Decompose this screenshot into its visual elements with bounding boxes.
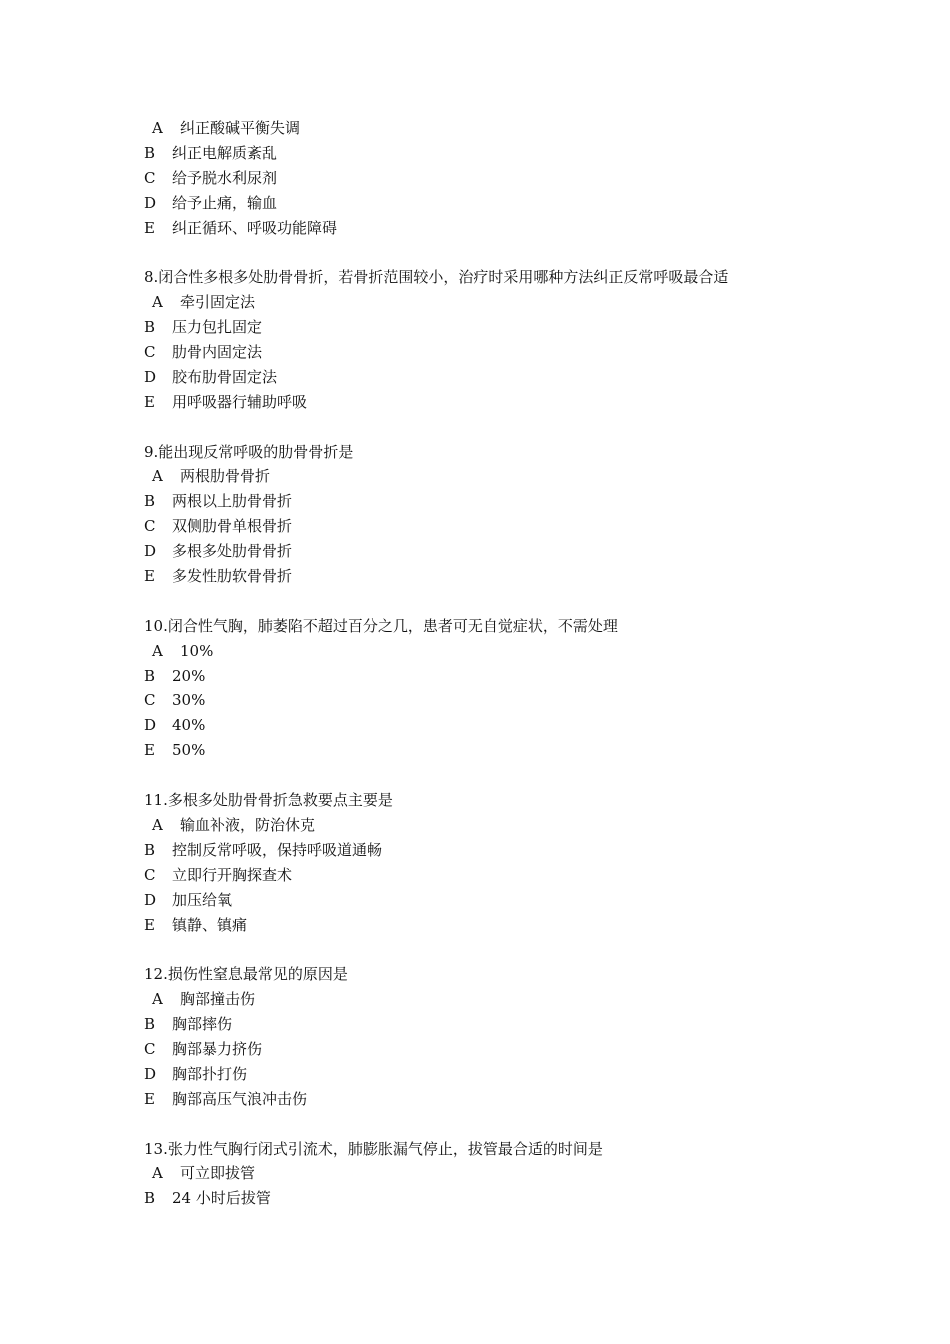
option-letter: D	[144, 716, 157, 735]
option-text: 纠正循环、呼吸功能障碍	[172, 218, 338, 237]
option-text: 用呼吸器行辅助呼吸	[172, 392, 308, 411]
option-text: 多发性肋软骨骨折	[172, 567, 293, 586]
option-row	[144, 639, 844, 664]
option-letter: A	[152, 1164, 163, 1183]
option-letter: E	[144, 218, 155, 237]
option-row	[144, 1186, 844, 1211]
question-spacer	[144, 937, 844, 962]
option-text: 纠正酸碱平衡失调	[180, 119, 301, 137]
option-text: 胸部暴力挤伤	[172, 1039, 263, 1058]
option-text: 两根肋骨骨折	[180, 467, 271, 486]
question-block	[144, 962, 844, 1111]
question-block	[144, 265, 844, 414]
option-letter: A	[152, 815, 163, 834]
option-row	[144, 315, 844, 340]
option-letter: A	[152, 990, 163, 1009]
option-row	[144, 913, 844, 938]
option-row	[144, 888, 844, 913]
option-letter: B	[144, 840, 156, 859]
question-stem: 12.损伤性窒息最常见的原因是	[144, 965, 348, 984]
option-text: 双侧肋骨单根骨折	[172, 517, 293, 536]
option-row	[144, 290, 844, 315]
option-text: 24 小时后拔管	[172, 1189, 271, 1208]
option-letter: C	[144, 865, 156, 884]
option-row	[144, 1087, 844, 1112]
option-text: 肋骨内固定法	[172, 343, 263, 362]
option-text: 加压给氧	[172, 890, 233, 909]
option-row	[144, 564, 844, 589]
option-letter: B	[144, 143, 156, 162]
option-text: 立即行开胸探查术	[172, 865, 293, 884]
question-stem: 9.能出现反常呼吸的肋骨骨折是	[144, 442, 354, 461]
option-text: 多根多处肋骨骨折	[172, 542, 293, 561]
option-row	[144, 713, 844, 738]
option-letter: E	[144, 1089, 155, 1108]
option-letter: B	[144, 1015, 156, 1034]
option-row	[144, 738, 844, 763]
option-row	[144, 340, 844, 365]
option-text: 镇静、镇痛	[172, 915, 248, 934]
question-block	[144, 788, 844, 937]
option-letter: D	[144, 193, 157, 212]
option-row	[144, 489, 844, 514]
option-letter: B	[144, 666, 156, 685]
question-spacer	[144, 415, 844, 440]
option-row	[144, 688, 844, 713]
option-text: 20%	[172, 666, 206, 685]
option-text: 给予止痛，输血	[172, 193, 278, 212]
option-letter: E	[144, 392, 155, 411]
question-spacer	[144, 240, 844, 265]
option-row	[144, 1012, 844, 1037]
option-text: 胸部扑打伤	[172, 1064, 248, 1083]
option-letter: B	[144, 318, 156, 337]
option-text: 牵引固定法	[180, 293, 256, 312]
option-text: 30%	[172, 691, 206, 710]
option-row	[144, 514, 844, 539]
option-text: 50%	[172, 741, 206, 760]
option-letter: A	[152, 467, 163, 486]
option-text: 胸部高压气浪冲击伤	[172, 1089, 308, 1108]
option-letter: C	[144, 1039, 156, 1058]
option-row	[144, 216, 844, 241]
question-list	[144, 116, 844, 1211]
option-letter: E	[144, 915, 155, 934]
option-row	[144, 813, 844, 838]
option-text: 压力包扎固定	[172, 318, 263, 337]
option-row	[144, 141, 844, 166]
option-row	[144, 464, 844, 489]
option-letter: C	[144, 168, 156, 187]
option-text: 输血补液，防治休克	[180, 815, 316, 834]
option-row	[144, 390, 844, 415]
option-text: 胶布肋骨固定法	[172, 367, 278, 386]
option-letter: D	[144, 1064, 157, 1083]
question-spacer	[144, 763, 844, 788]
option-text: 胸部摔伤	[172, 1015, 233, 1034]
option-letter: A	[152, 119, 163, 137]
question-stem: 11.多根多处肋骨骨折急救要点主要是	[144, 791, 393, 810]
option-text: 两根以上肋骨骨折	[172, 492, 293, 511]
question-spacer	[144, 1112, 844, 1137]
option-letter: B	[144, 492, 156, 511]
option-letter: E	[144, 567, 155, 586]
option-letter: C	[144, 517, 156, 536]
question-stem: 13.张力性气胸行闭式引流术，肺膨胀漏气停止，拔管最合适的时间是	[144, 1139, 603, 1158]
option-letter: A	[152, 641, 163, 660]
question-block	[144, 440, 844, 589]
option-text: 40%	[172, 716, 206, 735]
option-row	[144, 365, 844, 390]
question-block	[144, 1137, 844, 1212]
option-text: 10%	[180, 641, 214, 660]
option-letter: A	[152, 293, 163, 312]
option-row	[144, 838, 844, 863]
option-letter: D	[144, 890, 157, 909]
option-row	[144, 191, 844, 216]
option-row	[144, 116, 844, 141]
option-letter: D	[144, 542, 157, 561]
question-block	[144, 614, 844, 763]
option-letter: C	[144, 691, 156, 710]
option-text: 控制反常呼吸，保持呼吸道通畅	[172, 840, 383, 859]
option-row	[144, 664, 844, 689]
option-text: 胸部撞击伤	[180, 990, 256, 1009]
lead-options	[144, 116, 844, 240]
option-row	[144, 863, 844, 888]
option-row	[144, 1037, 844, 1062]
option-text: 给予脱水利尿剂	[172, 168, 278, 187]
option-row	[144, 166, 844, 191]
option-letter: C	[144, 343, 156, 362]
option-text: 可立即拔管	[180, 1164, 256, 1183]
option-letter: E	[144, 741, 155, 760]
option-row	[144, 1062, 844, 1087]
question-stem: 10.闭合性气胸，肺萎陷不超过百分之几，患者可无自觉症状，不需处理	[144, 616, 618, 635]
question-spacer	[144, 589, 844, 614]
option-text: 纠正电解质紊乱	[172, 143, 278, 162]
option-letter: D	[144, 367, 157, 386]
question-stem: 8.闭合性多根多处肋骨骨折，若骨折范围较小，治疗时采用哪种方法纠正反常呼吸最合适	[144, 268, 729, 287]
option-letter: B	[144, 1189, 156, 1208]
option-row	[144, 539, 844, 564]
option-row	[144, 1161, 844, 1186]
option-row	[144, 987, 844, 1012]
